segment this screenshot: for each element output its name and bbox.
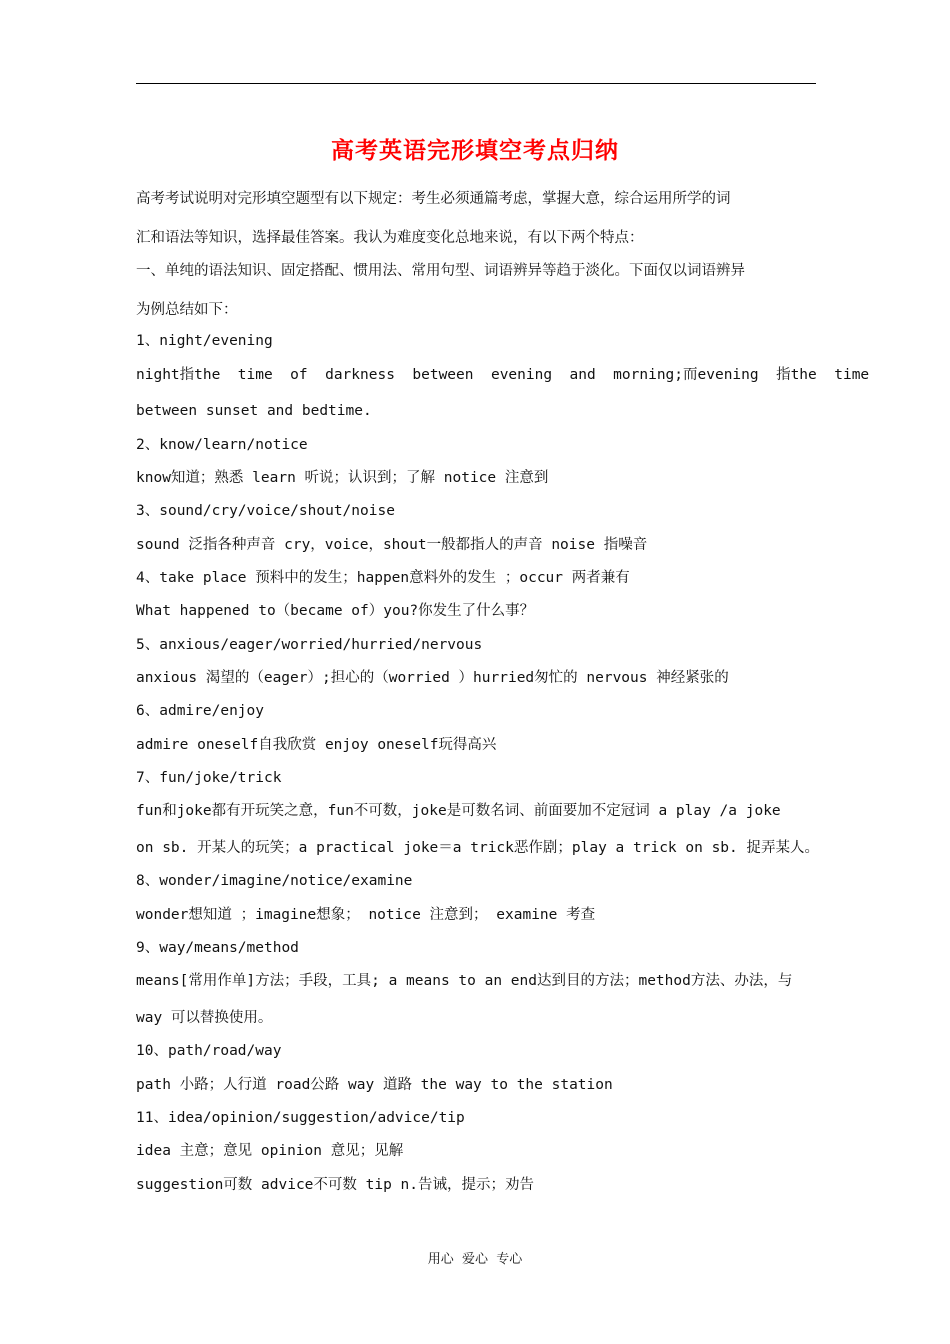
item-text: path 小路；人行道 road公路 way 道路 the way to the station [136,1077,613,1093]
document-title: 高考英语完形填空考点归纳 [331,137,619,164]
item-text: suggestion可数 advice不可数 tip n.告诫，提示；劝告 [136,1177,535,1193]
item-text: fun和joke都有开玩笑之意，fun不可数，joke是可数名词、前面要加不定冠词 a play /a joke [136,803,781,819]
item-text: What happened to（became of）you?你发生了什么事？ [136,603,535,619]
item-text: way 可以替换使用。 [136,1010,273,1026]
page-footer: 用心 爱心 专心 [427,1252,523,1267]
item-heading: 10、path/road/way [136,1043,282,1059]
item-heading: 6、admire/enjoy [136,703,264,719]
intro-line: 汇和语法等知识，选择最佳答案。我认为难度变化总地来说，有以下两个特点： [136,230,644,246]
item-text: anxious 渴望的（eager）;担心的（worried ）hurried匆忙的 nervous 神经紧张的 [136,670,729,686]
item-heading: 1、night/evening [136,333,273,349]
item-heading: 11、idea/opinion/suggestion/advice/tip [136,1110,465,1126]
item-text: night指the time of darkness between evening and morning;而evening 指the time [136,367,870,383]
item-text: admire oneself自我欣赏 enjoy oneself玩得高兴 [136,737,497,753]
item-heading: 2、know/learn/notice [136,437,308,453]
intro-line: 高考考试说明对完形填空题型有以下规定：考生必须通篇考虑，掌握大意，综合运用所学的词 [136,191,731,207]
item-heading: 8、wonder/imagine/notice/examine [136,873,413,889]
item-text: on sb. 开某人的玩笑；a practical joke＝a trick恶作剧；play a trick on sb. 捉弄某人。 [136,840,819,856]
item-text: between sunset and bedtime. [136,403,372,419]
header-rule [136,83,816,84]
item-heading: 9、way/means/method [136,940,299,956]
item-text: means[常用作单]方法；手段，工具; a means to an end达到目的方法；method方法、办法，与 [136,973,793,989]
item-heading: 4、take place 预料中的发生；happen意料外的发生 ；occur 两者兼有 [136,570,630,586]
item-heading: 3、sound/cry/voice/shout/noise [136,503,395,519]
intro-line: 一、单纯的语法知识、固定搭配、惯用法、常用句型、词语辨异等趋于淡化。下面仅以词语辨异 [136,263,745,279]
item-text: idea 主意；意见 opinion 意见；见解 [136,1143,404,1159]
item-heading: 7、fun/joke/trick [136,770,282,786]
item-text: wonder想知道 ；imagine想象； notice 注意到； examine 考查 [136,907,596,923]
intro-line: 为例总结如下： [136,302,238,318]
item-heading: 5、anxious/eager/worried/hurried/nervous [136,637,483,653]
item-text: know知道；熟悉 learn 听说；认识到；了解 notice 注意到 [136,470,549,486]
item-text: sound 泛指各种声音 cry，voice，shout一般都指人的声音 noise 指噪音 [136,537,648,553]
